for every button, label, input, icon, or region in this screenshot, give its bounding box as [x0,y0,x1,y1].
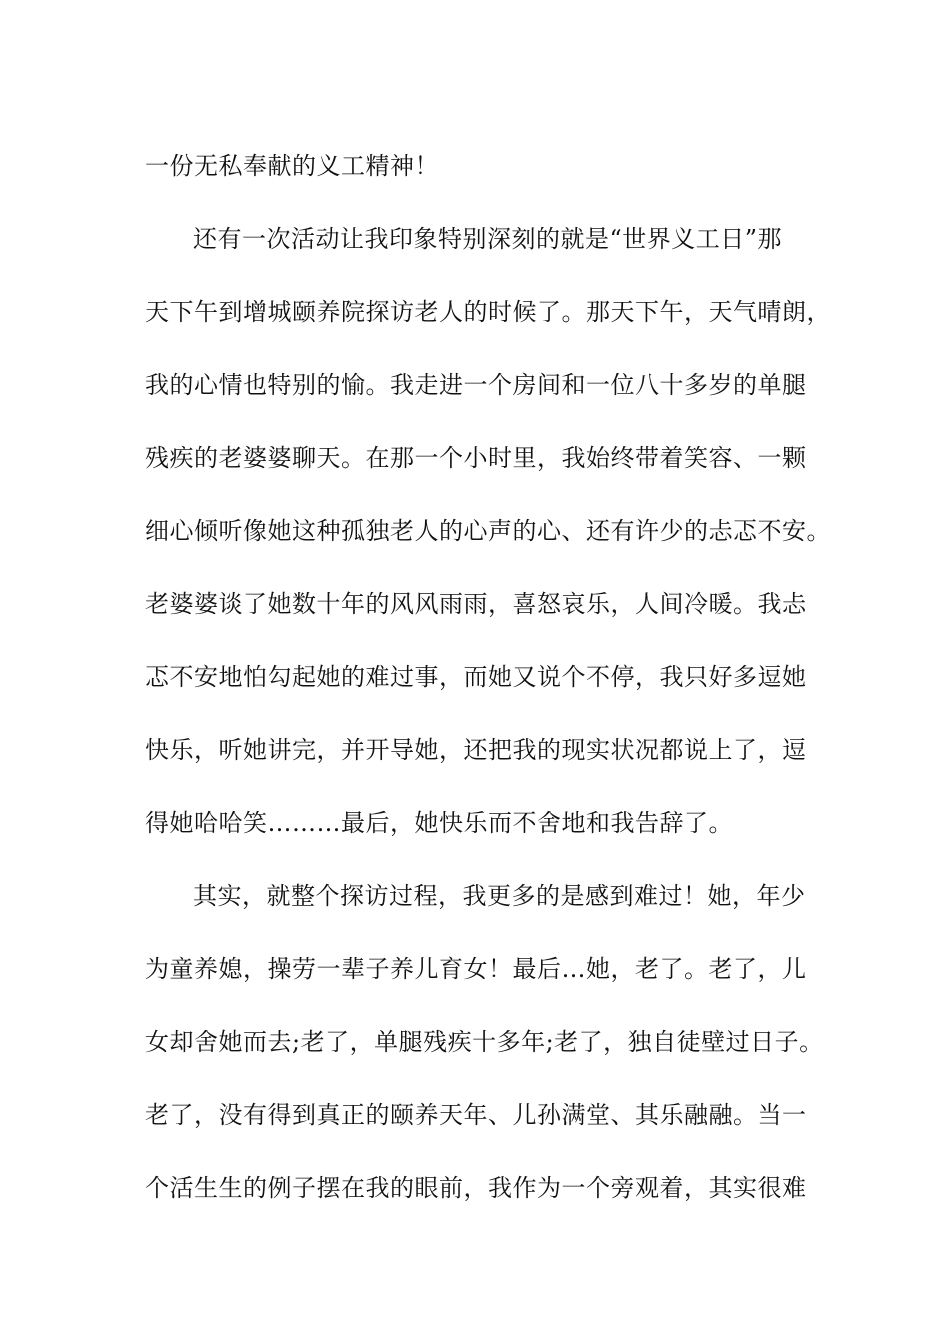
text-line: 快乐，听她讲完，并开导她，还把我的现实状况都说上了，逗 [145,736,807,764]
text-line: 一份无私奉献的义工精神！ [145,152,439,180]
paragraph-start-line: 其实，就整个探访过程，我更多的是感到难过！她，年少 [193,882,806,910]
text-line: 老婆婆谈了她数十年的风风雨雨，喜怒哀乐，人间冷暖。我忐 [145,590,807,618]
text-line: 个活生生的例子摆在我的眼前，我作为一个旁观着，其实很难 [145,1174,807,1202]
text-line: 为童养媳，操劳一辈子养儿育女！最后…她，老了。老了，儿 [145,955,807,983]
text-line: 天下午到增城颐养院探访老人的时候了。那天下午，天气晴朗， [145,298,831,326]
text-line: 女却舍她而去;老了，单腿残疾十多年;老了，独自徒壁过日子。 [145,1028,824,1056]
text-line: 细心倾听像她这种孤独老人的心声的心、还有许少的忐忑不安。 [145,517,831,545]
text-line: 得她哈哈笑………最后，她快乐而不舍地和我告辞了。 [145,809,733,837]
text-line: 忑不安地怕勾起她的难过事，而她又说个不停，我只好多逗她 [145,663,807,691]
paragraph-start-line: 还有一次活动让我印象特别深刻的就是“世界义工日”那 [193,225,783,253]
text-line: 我的心情也特别的愉。我走进一个房间和一位八十多岁的单腿 [145,371,807,399]
body-text [145,130,831,1225]
text-line: 老了，没有得到真正的颐养天年、儿孙满堂、其乐融融。当一 [145,1101,807,1129]
text-line: 残疾的老婆婆聊天。在那一个小时里，我始终带着笑容、一颗 [145,444,807,472]
